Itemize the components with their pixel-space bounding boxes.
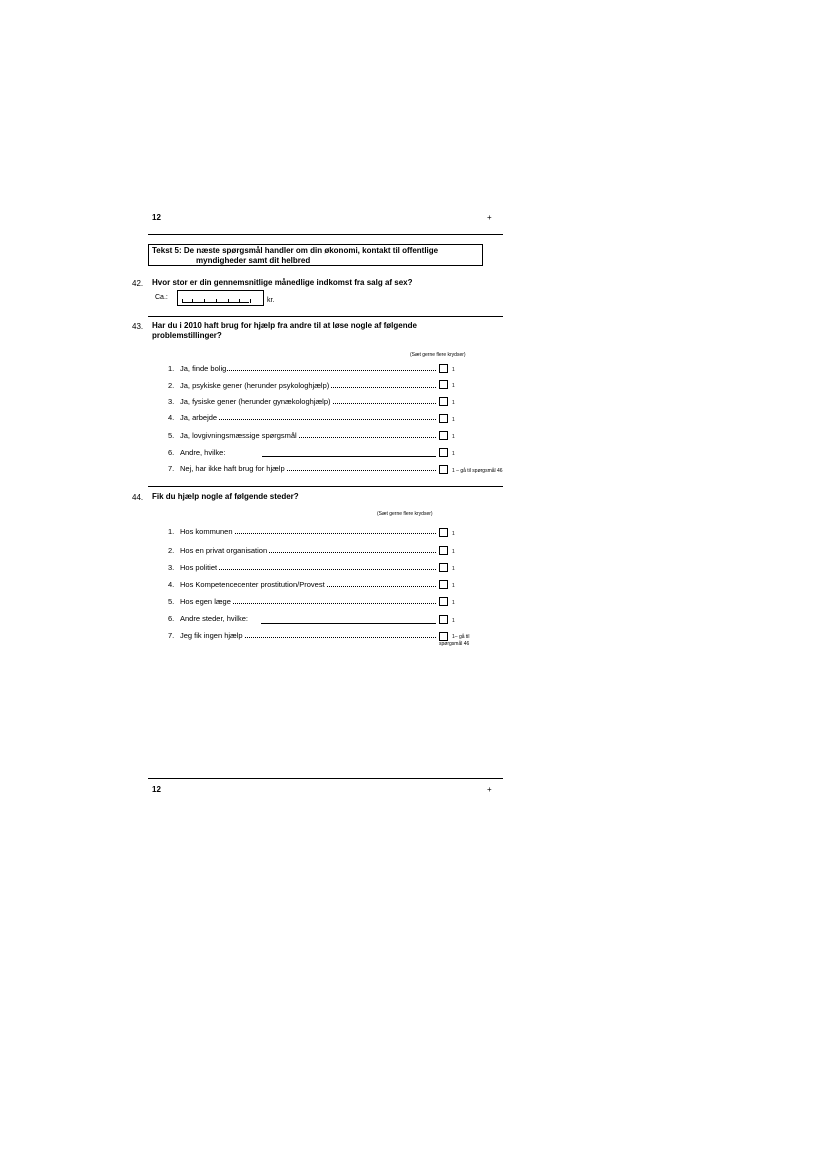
option-number: 7.: [168, 631, 175, 640]
q42-digit-tick: [216, 299, 217, 303]
dot-leader: [180, 419, 436, 420]
q43-option: [168, 430, 438, 441]
option-code: 1: [452, 549, 455, 555]
q44-question-text: Fik du hjælp nogle af følgende steder?: [152, 492, 299, 501]
q43-question-line2: problemstillinger?: [152, 331, 222, 340]
option-code: 1: [452, 600, 455, 606]
option-label: Ja, fysiske gener (herunder gynækologhjælp): [180, 397, 331, 406]
option-label: Jeg fik ingen hjælp: [180, 631, 243, 640]
option-label: Hos politiet: [180, 563, 218, 572]
header-rule: [148, 234, 503, 235]
q43-option-3-checkbox[interactable]: [439, 397, 448, 406]
option-code: 1: [452, 400, 455, 406]
q42-digit-tick: [228, 299, 229, 303]
option-number: 3.: [168, 397, 175, 406]
header-plus-mark: +: [487, 213, 492, 222]
q43-option: [168, 412, 438, 423]
option-number: 5.: [168, 597, 175, 606]
q43-option: [168, 380, 438, 391]
q42-prefix: Ca.:: [155, 294, 168, 301]
option-number: 3.: [168, 563, 175, 572]
option-code: 1: [452, 618, 455, 624]
q43-option: [168, 463, 438, 474]
q44-option-4-checkbox[interactable]: [439, 580, 448, 589]
q44-option-1-checkbox[interactable]: [439, 528, 448, 537]
option-code: 1: [452, 434, 455, 440]
q44-option-6-checkbox[interactable]: [439, 615, 448, 624]
q43-option-7-checkbox[interactable]: [439, 465, 448, 474]
section-intro-line2: myndigheder samt dit helbred: [196, 256, 311, 265]
q43-option-5-checkbox[interactable]: [439, 431, 448, 440]
option-number: 2.: [168, 546, 175, 555]
q42-unit: kr.: [267, 297, 275, 304]
q44-option: [168, 596, 438, 607]
option-code-continued: spørgsmål 46: [439, 641, 470, 647]
footer-plus-mark: +: [487, 785, 492, 794]
option-label: Andre, hvilke:: [180, 448, 226, 457]
option-number: 5.: [168, 431, 175, 440]
q43-question-line1: Har du i 2010 haft brug for hjælp fra andre til at løse nogle af følgende: [152, 321, 417, 330]
option-code: 1: [452, 451, 455, 457]
q43-rule: [148, 486, 503, 487]
option-label: Hos kommunen: [180, 527, 233, 536]
q44-option-5-checkbox[interactable]: [439, 597, 448, 606]
q44-option-7-checkbox[interactable]: [439, 632, 448, 641]
option-label: Nej, har ikke haft brug for hjælp: [180, 464, 285, 473]
option-number: 4.: [168, 413, 175, 422]
option-number: 1.: [168, 364, 175, 373]
option-label: Hos egen læge: [180, 597, 231, 606]
option-label: Hos Kompetencecenter prostitution/Provest: [180, 580, 325, 589]
q44-number: 44.: [132, 493, 144, 502]
option-number: 6.: [168, 448, 175, 457]
option-number: 1.: [168, 527, 175, 536]
footer-page-number: 12: [152, 785, 161, 794]
q44-hint: (Sæt gerne flere krydser): [377, 511, 433, 517]
option-label: Ja, lovgivningsmæssige spørgsmål: [180, 431, 297, 440]
q42-income-input[interactable]: [177, 290, 264, 306]
q44-option: [168, 545, 438, 556]
q44-option: [168, 562, 438, 573]
section-intro-line1: Tekst 5: De næste spørgsmål handler om din økonomi, kontakt til offentlige: [152, 246, 439, 255]
section-intro-box: [148, 244, 483, 266]
option-code: 1: [452, 583, 455, 589]
q42-digit-tick: [182, 299, 183, 303]
option-number: 7.: [168, 464, 175, 473]
option-code: 1: [452, 367, 455, 373]
option-label: Hos en privat organisation: [180, 546, 268, 555]
q43-option: [168, 396, 438, 407]
q44-other-text-line[interactable]: [261, 623, 436, 624]
q42-rule: [148, 316, 503, 317]
option-code: 1– gå til: [452, 634, 470, 640]
q42-number: 42.: [132, 279, 144, 288]
q44-option: [168, 526, 438, 537]
option-code: 1: [452, 531, 455, 537]
q43-option: [168, 363, 438, 374]
q44-option: [168, 630, 438, 641]
dot-leader: [180, 569, 436, 570]
q43-hint: (Sæt gerne flere krydser): [410, 352, 466, 358]
option-code: 1: [452, 417, 455, 423]
option-label: Andre steder, hvilke:: [180, 614, 248, 623]
q43-option-6-checkbox[interactable]: [439, 448, 448, 457]
footer-rule: [148, 778, 503, 779]
option-number: 4.: [168, 580, 175, 589]
q43-option-2-checkbox[interactable]: [439, 380, 448, 389]
q44-option-3-checkbox[interactable]: [439, 563, 448, 572]
option-number: 2.: [168, 381, 175, 390]
option-number: 6.: [168, 614, 175, 623]
option-label: Ja, finde bolig: [180, 364, 227, 373]
q43-other-text-line[interactable]: [262, 456, 436, 457]
q42-digit-tick: [204, 299, 205, 303]
q42-digit-tick: [239, 299, 240, 303]
q44-option: [168, 579, 438, 590]
option-code: 1: [452, 566, 455, 572]
q43-option-4-checkbox[interactable]: [439, 414, 448, 423]
q43-option-1-checkbox[interactable]: [439, 364, 448, 373]
q42-digit-tick: [250, 299, 251, 303]
q44-option-2-checkbox[interactable]: [439, 546, 448, 555]
q42-question-text: Hvor stor er din gennemsnitlige månedlige indkomst fra salg af sex?: [152, 278, 413, 287]
header-page-number: 12: [152, 213, 161, 222]
option-label: Ja, psykiske gener (herunder psykologhjælp): [180, 381, 330, 390]
option-code: 1 – gå til spørgsmål 46: [452, 468, 503, 474]
option-code: 1: [452, 383, 455, 389]
q43-number: 43.: [132, 322, 144, 331]
q42-digit-tick: [192, 299, 193, 303]
option-label: Ja, arbejde: [180, 413, 218, 422]
